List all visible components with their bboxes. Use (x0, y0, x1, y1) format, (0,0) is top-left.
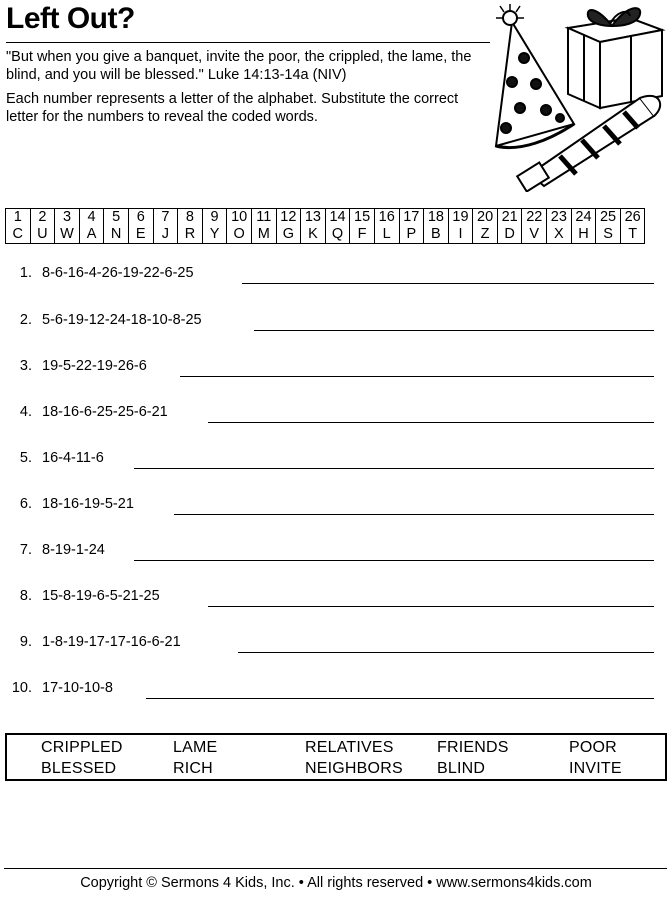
copyright-footer: Copyright © Sermons 4 Kids, Inc. • All rights reserved • www.sermons4kids.com (80, 875, 592, 891)
puzzle-number: 5. (19, 450, 32, 466)
key-letter: T (620, 226, 645, 244)
footer-divider (4, 868, 667, 869)
instructions: Each number represents a letter of the alphabet. Substitute the correct letter for the numbers to reveal the coded words. (6, 91, 459, 125)
puzzle-number: 9. (19, 634, 32, 650)
key-number: 18 (424, 209, 449, 227)
puzzle-number: 6. (19, 496, 32, 512)
puzzle-code: 5-6-19-12-24-18-10-8-25 (42, 312, 202, 328)
key-letter: H (571, 226, 596, 244)
party-hat-icon (496, 4, 574, 148)
word-bank-item: FRIENDS (437, 739, 509, 756)
answer-line[interactable] (238, 652, 654, 653)
answer-line[interactable] (146, 698, 654, 699)
key-letter: Q (325, 226, 350, 244)
key-letter: W (55, 226, 80, 244)
key-letter: I (448, 226, 473, 244)
puzzle-row (0, 356, 672, 380)
key-number: 7 (153, 209, 178, 227)
key-number: 3 (55, 209, 80, 227)
cipher-key-table (5, 208, 645, 244)
key-letter: B (424, 226, 449, 244)
key-letter: V (522, 226, 547, 244)
word-bank-item: POOR (569, 739, 617, 756)
answer-line[interactable] (208, 606, 654, 607)
answer-line[interactable] (254, 330, 654, 331)
puzzle-row (0, 448, 672, 472)
answer-line[interactable] (134, 560, 654, 561)
puzzle-code: 17-10-10-8 (42, 680, 113, 696)
key-number: 26 (620, 209, 645, 227)
word-bank-item: LAME (173, 739, 218, 756)
key-number: 17 (399, 209, 424, 227)
key-number: 20 (473, 209, 498, 227)
word-bank-item: RELATIVES (305, 739, 394, 756)
puzzle-code: 18-16-6-25-25-6-21 (42, 404, 168, 420)
key-letter: K (301, 226, 326, 244)
key-number: 8 (178, 209, 203, 227)
key-letter: A (79, 226, 104, 244)
answer-line[interactable] (134, 468, 654, 469)
key-number: 4 (79, 209, 104, 227)
key-number: 23 (547, 209, 572, 227)
puzzle-code: 1-8-19-17-17-16-6-21 (42, 634, 181, 650)
word-bank-item: BLESSED (41, 760, 117, 777)
key-letter: L (374, 226, 399, 244)
key-letter-row (6, 226, 645, 244)
puzzle-number: 2. (19, 312, 32, 328)
key-number: 21 (497, 209, 522, 227)
puzzle-row (0, 540, 672, 564)
puzzle-number: 10. (11, 680, 32, 696)
puzzle-row (0, 263, 672, 287)
key-number: 24 (571, 209, 596, 227)
answer-line[interactable] (180, 376, 654, 377)
key-number: 2 (30, 209, 55, 227)
key-number: 12 (276, 209, 301, 227)
answer-line[interactable] (174, 514, 654, 515)
key-number: 13 (301, 209, 326, 227)
puzzle-number: 8. (19, 588, 32, 604)
key-letter: R (178, 226, 203, 244)
key-number: 15 (350, 209, 375, 227)
puzzle-number: 3. (19, 358, 32, 374)
puzzle-number: 1. (19, 265, 32, 281)
word-bank-item: INVITE (569, 760, 622, 777)
key-letter: O (227, 226, 252, 244)
page-title: Left Out? (6, 2, 135, 35)
puzzle-number: 4. (19, 404, 32, 420)
word-bank-item: CRIPPLED (41, 739, 123, 756)
key-number: 10 (227, 209, 252, 227)
puzzle-row (0, 494, 672, 518)
party-hat-gift-noisemaker-illustration (490, 0, 668, 192)
key-number: 19 (448, 209, 473, 227)
puzzle-code: 15-8-19-6-5-21-25 (42, 588, 160, 604)
key-number: 9 (202, 209, 227, 227)
answer-line[interactable] (242, 283, 654, 284)
word-bank-item: RICH (173, 760, 213, 777)
key-letter: N (104, 226, 129, 244)
key-number: 6 (128, 209, 153, 227)
puzzle-number: 7. (19, 542, 32, 558)
key-letter: G (276, 226, 301, 244)
key-letter: E (128, 226, 153, 244)
key-letter: J (153, 226, 178, 244)
key-letter: Y (202, 226, 227, 244)
key-number: 1 (6, 209, 31, 227)
title-divider (6, 42, 490, 43)
key-number: 5 (104, 209, 129, 227)
key-number: 11 (251, 209, 276, 227)
key-letter: S (596, 226, 621, 244)
answer-line[interactable] (208, 422, 654, 423)
key-letter: X (547, 226, 572, 244)
puzzle-code: 8-19-1-24 (42, 542, 105, 558)
word-bank (5, 733, 667, 781)
puzzle-row (0, 678, 672, 702)
bible-verse: "But when you give a banquet, invite the poor, the crippled, the lame, the blind, and you will be blessed." Luke 14:13-14a (NIV) (6, 49, 472, 83)
key-number: 25 (596, 209, 621, 227)
key-letter: C (6, 226, 31, 244)
key-letter: M (251, 226, 276, 244)
puzzle-row (0, 586, 672, 610)
key-number: 22 (522, 209, 547, 227)
puzzle-row (0, 402, 672, 426)
puzzle-row (0, 632, 672, 656)
word-bank-item: NEIGHBORS (305, 760, 403, 777)
gift-box-icon (568, 8, 662, 108)
key-letter: D (497, 226, 522, 244)
key-number-row (6, 209, 645, 227)
puzzle-code: 16-4-11-6 (42, 450, 104, 466)
word-bank-item: BLIND (437, 760, 486, 777)
key-number: 14 (325, 209, 350, 227)
key-letter: F (350, 226, 375, 244)
puzzle-code: 18-16-19-5-21 (42, 496, 134, 512)
key-number: 16 (374, 209, 399, 227)
key-letter: P (399, 226, 424, 244)
puzzle-code: 19-5-22-19-26-6 (42, 358, 147, 374)
key-letter: Z (473, 226, 498, 244)
puzzle-row (0, 310, 672, 334)
key-letter: U (30, 226, 55, 244)
puzzle-code: 8-6-16-4-26-19-22-6-25 (42, 265, 194, 281)
